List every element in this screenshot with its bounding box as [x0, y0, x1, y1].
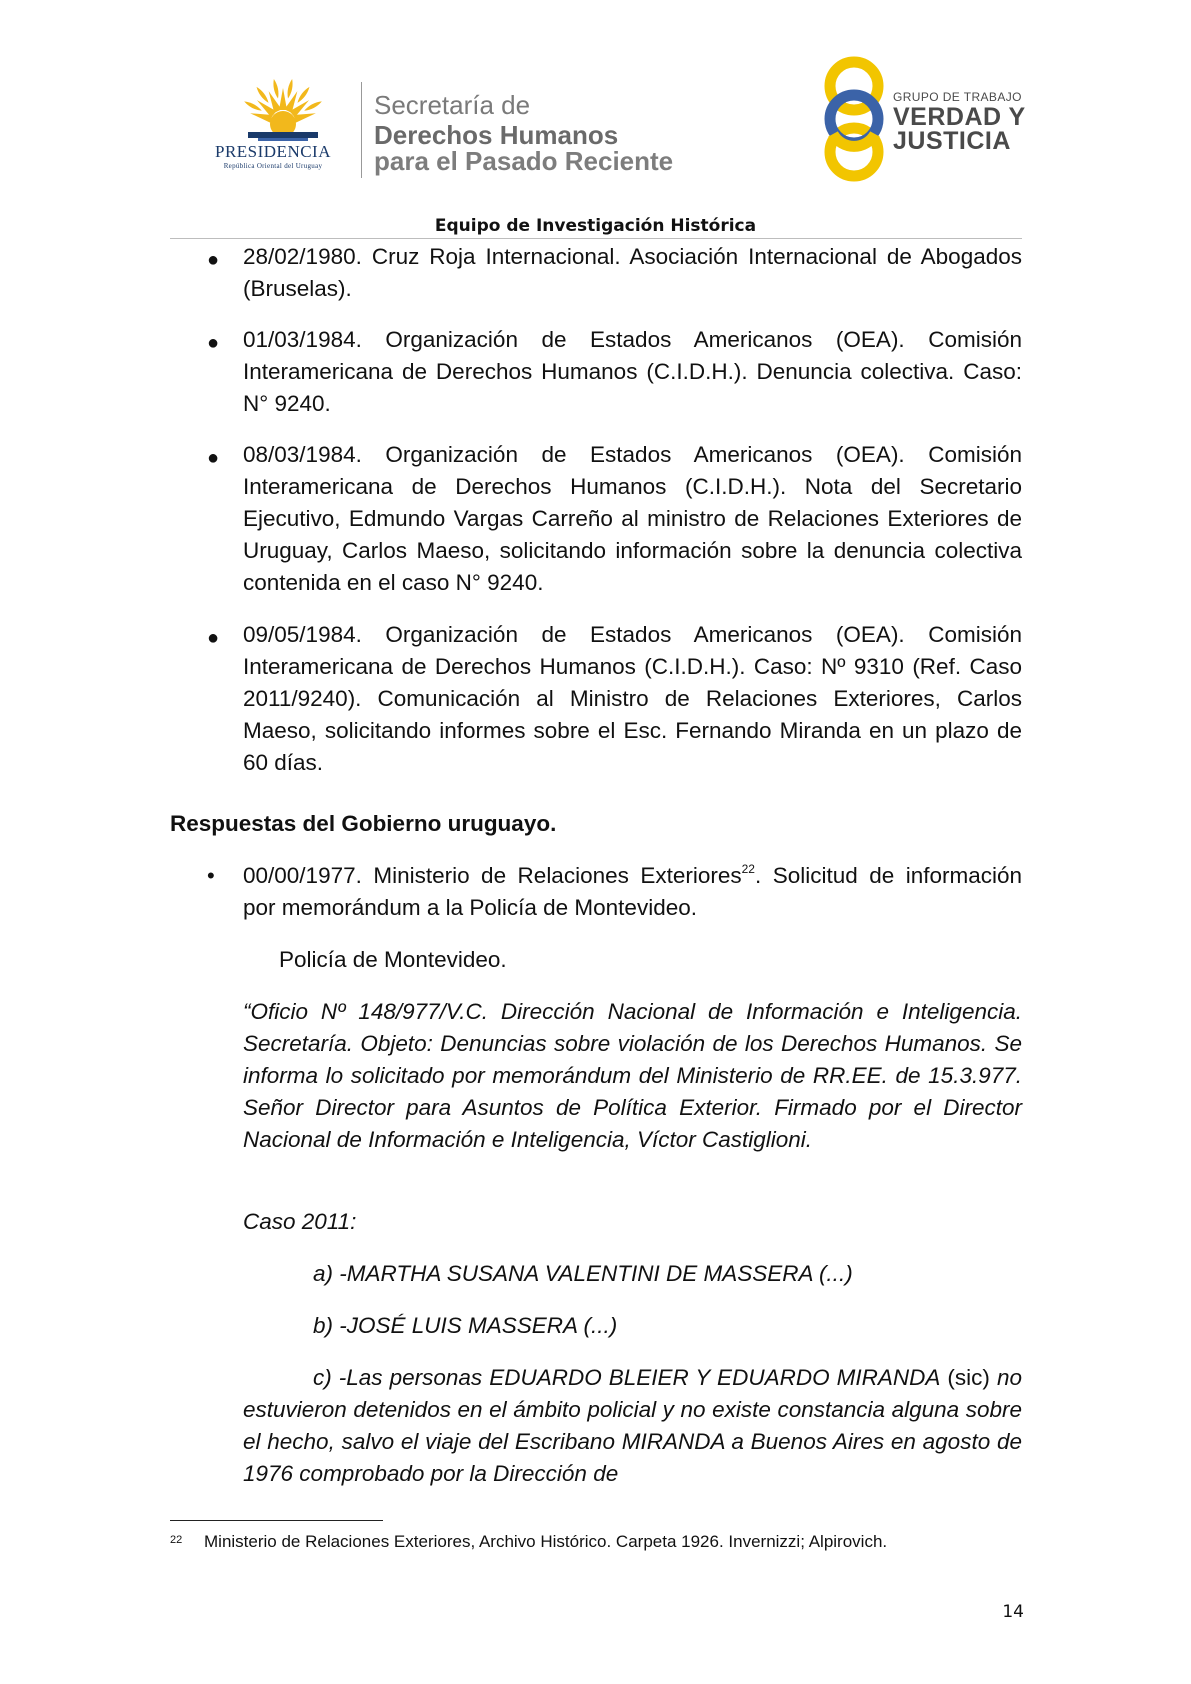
footnote-text: Ministerio de Relaciones Exteriores, Archivo Histórico. Carpeta 1926. Invernizzi; Alpirovich.: [204, 1532, 888, 1551]
item-a: a) -MARTHA SUSANA VALENTINI DE MASSERA (...): [313, 1261, 853, 1286]
list-item: 01/03/1984. Organización de Estados Americanos (OEA). Comisión Interamericana de Derechos Humanos (C.I.D.H.). Denuncia colectiva. Caso: N° 9240.: [243, 327, 1022, 416]
footnote-number: 22: [170, 1534, 183, 1546]
list-item: 09/05/1984. Organización de Estados Americanos (OEA). Comisión Interamericana de Derechos Humanos (C.I.D.H.). Caso: Nº 9310 (Ref. Caso 2011/9240). Comunicación al Ministro de Relaciones Exteriores, Carlos Maeso, solicitando informes sobre el Esc. Fernando Miranda en un plazo de 60 días.: [243, 622, 1022, 775]
item-b: b) -JOSÉ LUIS MASSERA (...): [313, 1313, 618, 1338]
bullet-icon: ●: [207, 249, 220, 271]
presidencia-sun-logo: [228, 78, 338, 146]
caso-label: Caso 2011:: [243, 1209, 357, 1234]
section-heading: Respuestas del Gobierno uruguayo.: [170, 811, 557, 836]
policia-label: Policía de Montevideo.: [279, 947, 507, 972]
page-number: 14: [1002, 1602, 1024, 1622]
bullet-icon: ●: [207, 627, 220, 649]
bullet-icon: ●: [207, 447, 220, 469]
item-c-rest: no estuvieron detenidos en el ámbito policial y no existe constancia alguna sobre el hecho, salvo el viaje del Escribano MIRANDA a Buenos Aires en agosto de 1976 comprobado por la Dirección de: [243, 1365, 1022, 1486]
secretaria-line-2: Derechos Humanos: [374, 120, 619, 150]
response-text-cont: . Solicitud de información por memorándum a la Policía de Montevideo.: [243, 863, 1022, 920]
bullet-glyph: •: [207, 863, 215, 888]
footnote-ref[interactable]: 22: [741, 861, 755, 876]
oficio-quote: “Oficio Nº 148/977/V.C. Dirección Nacional de Información e Inteligencia. Secretaría. Objeto: Denuncias sobre violación de los Derechos Humanos. Se informa lo solicitado por memorándum del Ministerio de RR.EE. de 15.3.977. Señor Director para Asuntos de Política Exterior. Firmado por el Director Nacional de Información e Inteligencia, Víctor Castiglioni.: [243, 999, 1022, 1152]
item-c: [243, 1362, 1022, 1490]
item-c-sic: (sic): [947, 1365, 990, 1390]
justicia-label: JUSTICIA: [893, 127, 1011, 155]
item-c-lead: c) -Las personas EDUARDO BLEIER Y EDUARDO MIRANDA: [313, 1365, 941, 1390]
list-item: 08/03/1984. Organización de Estados Americanos (OEA). Comisión Interamericana de Derechos Humanos (C.I.D.H.). Nota del Secretario Ejecutivo, Edmundo Vargas Carreño al ministro de Relaciones Exteriores de Uruguay, Carlos Maeso, solicitando información sobre la denuncia colectiva contenida en el caso N° 9240.: [243, 442, 1022, 595]
team-title: Equipo de Investigación Histórica: [434, 216, 757, 236]
verdad-justicia-rings-logo: [820, 56, 888, 182]
response-text: 00/00/1977. Ministerio de Relaciones Exteriores: [243, 863, 742, 888]
secretaria-line-1: Secretaría de: [374, 90, 531, 120]
grupo-de-trabajo-label: GRUPO DE TRABAJO: [893, 90, 1022, 104]
response-item: [243, 860, 1022, 924]
presidencia-label: PRESIDENCIA: [214, 142, 331, 161]
header-divider: [361, 82, 362, 178]
bullet-icon: ●: [207, 332, 220, 354]
secretaria-line-3: para el Pasado Reciente: [374, 146, 674, 176]
presidencia-subtitle: República Oriental del Uruguay: [223, 162, 323, 170]
header-rule: [170, 238, 1022, 239]
verdad-y-label: VERDAD Y: [893, 103, 1026, 131]
footnote-rule: [170, 1520, 383, 1521]
list-item: 28/02/1980. Cruz Roja Internacional. Asociación Internacional de Abogados (Bruselas).: [243, 244, 1022, 301]
